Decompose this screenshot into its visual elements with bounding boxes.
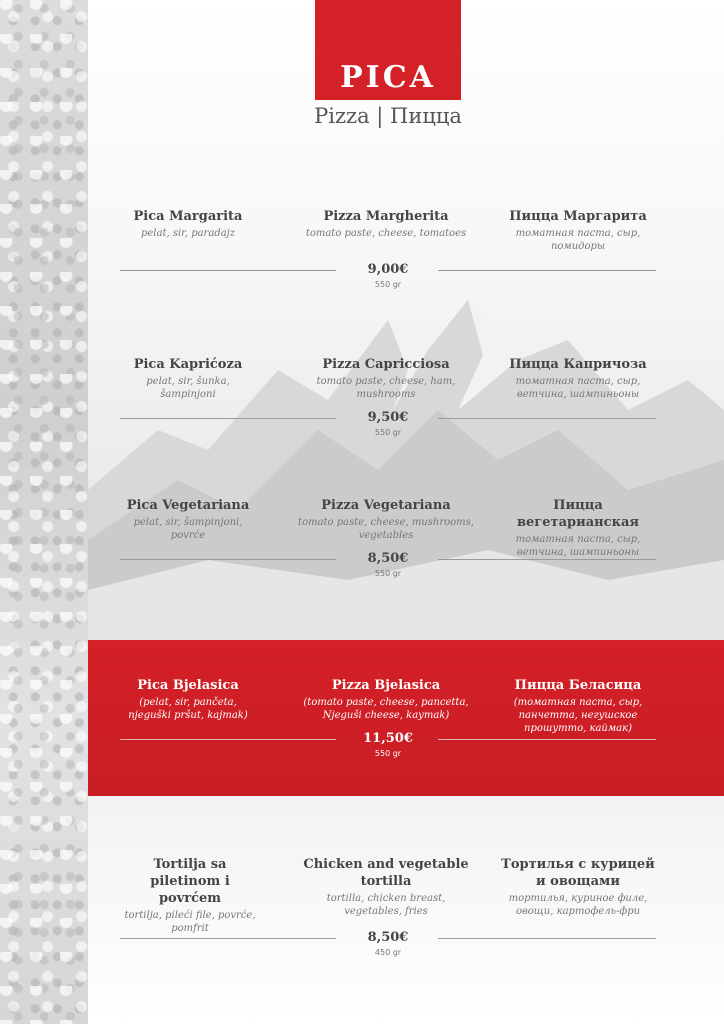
divider-right [438,270,656,271]
item-col-russian [500,497,656,559]
item-col-montenegrin [120,856,260,935]
item-col-montenegrin [120,677,256,722]
item-col-english [298,856,474,918]
item-description: pelat, sir, šampinjoni, povrće [133,517,243,541]
item-col-russian [500,356,656,401]
item-description: pelat, sir, paradajz [140,228,236,239]
divider-right [438,559,656,560]
item-col-english [298,356,474,401]
item-name: Chicken and vegetable tortilla [303,857,469,889]
item-description: томатная паста, сыр, ветчина, шампиньоны [515,534,641,558]
divider-left [120,739,336,740]
item-weight: 550 gr [374,569,402,578]
item-name: Pica Vegetariana [126,498,250,513]
divider-left [120,270,336,271]
divider-left [120,418,336,419]
item-price: 11,50€ [363,731,413,746]
item-weight: 550 gr [374,749,402,758]
item-description: tomato paste, cheese, ham, mushrooms [316,376,456,400]
item-col-montenegrin [120,208,256,240]
divider-right [438,938,656,939]
item-name: Pizza Bjelasica [331,678,441,693]
item-name: Pica Kaprićoza [133,357,243,372]
item-name: Пицца вегетарианская [516,498,640,530]
page-subtitle: Pizza | Пицца [314,104,462,128]
item-name: Пицца Капричоза [509,357,647,372]
divider-left [120,938,336,939]
snow-texture-strip [0,0,88,1024]
item-description: tomato paste, cheese, tomatoes [305,228,467,239]
item-weight: 450 gr [374,948,402,957]
item-description: томатная паста, сыр, ветчина, шампиньоны [515,376,641,400]
item-description: tortilja, pileći file, povrće, pomfrit [124,910,256,934]
item-description: (tomato paste, cheese, pancetta, Njeguši cheese, kaymak) [303,697,469,721]
divider-left [120,559,336,560]
item-name: Pizza Capricciosa [322,357,450,372]
item-col-english [298,497,474,542]
item-name: Пицца Маргарита [509,209,647,224]
item-description: тортилья, куриное филе, овощи, картофель-фри [508,893,648,917]
divider-right [438,418,656,419]
item-col-russian [500,677,656,735]
item-col-english [298,208,474,240]
item-name: Пицца Беласица [514,678,642,693]
item-name: Pizza Vegetariana [321,498,451,513]
item-name: Pizza Margherita [323,209,449,224]
item-description: tortilla, chicken breast, vegetables, fries [326,893,446,917]
item-col-russian [500,208,656,253]
mountain-illustration [88,260,724,680]
item-name: Tortilja sa piletinom i povrćem [150,857,230,906]
item-weight: 550 gr [374,428,402,437]
item-description: томатная паста, сыр, помидоры [515,228,641,252]
item-description: pelat, sir, šunka, šampinjoni [146,376,230,400]
item-col-montenegrin [120,356,256,401]
item-name: Pica Bjelasica [137,678,239,693]
divider-right [438,739,656,740]
item-description: (pelat, sir, pančeta, njeguški pršut, kajmak) [128,697,248,721]
page-title: PICA [340,60,436,95]
item-weight: 550 gr [374,280,402,289]
item-name: Pica Margarita [133,209,243,224]
item-col-russian [500,856,656,918]
item-price: 9,00€ [367,262,409,277]
item-description: (томатная паста, сыр, панчетта, негушское прошутто, каймак) [513,697,643,734]
item-price: 8,50€ [367,551,409,566]
item-description: tomato paste, cheese, mushrooms, vegetables [298,517,474,541]
item-col-montenegrin [120,497,256,542]
item-price: 9,50€ [367,410,409,425]
item-col-english [294,677,478,722]
item-name: Тортилья с курицей и овощами [501,857,655,889]
item-price: 8,50€ [367,930,409,945]
